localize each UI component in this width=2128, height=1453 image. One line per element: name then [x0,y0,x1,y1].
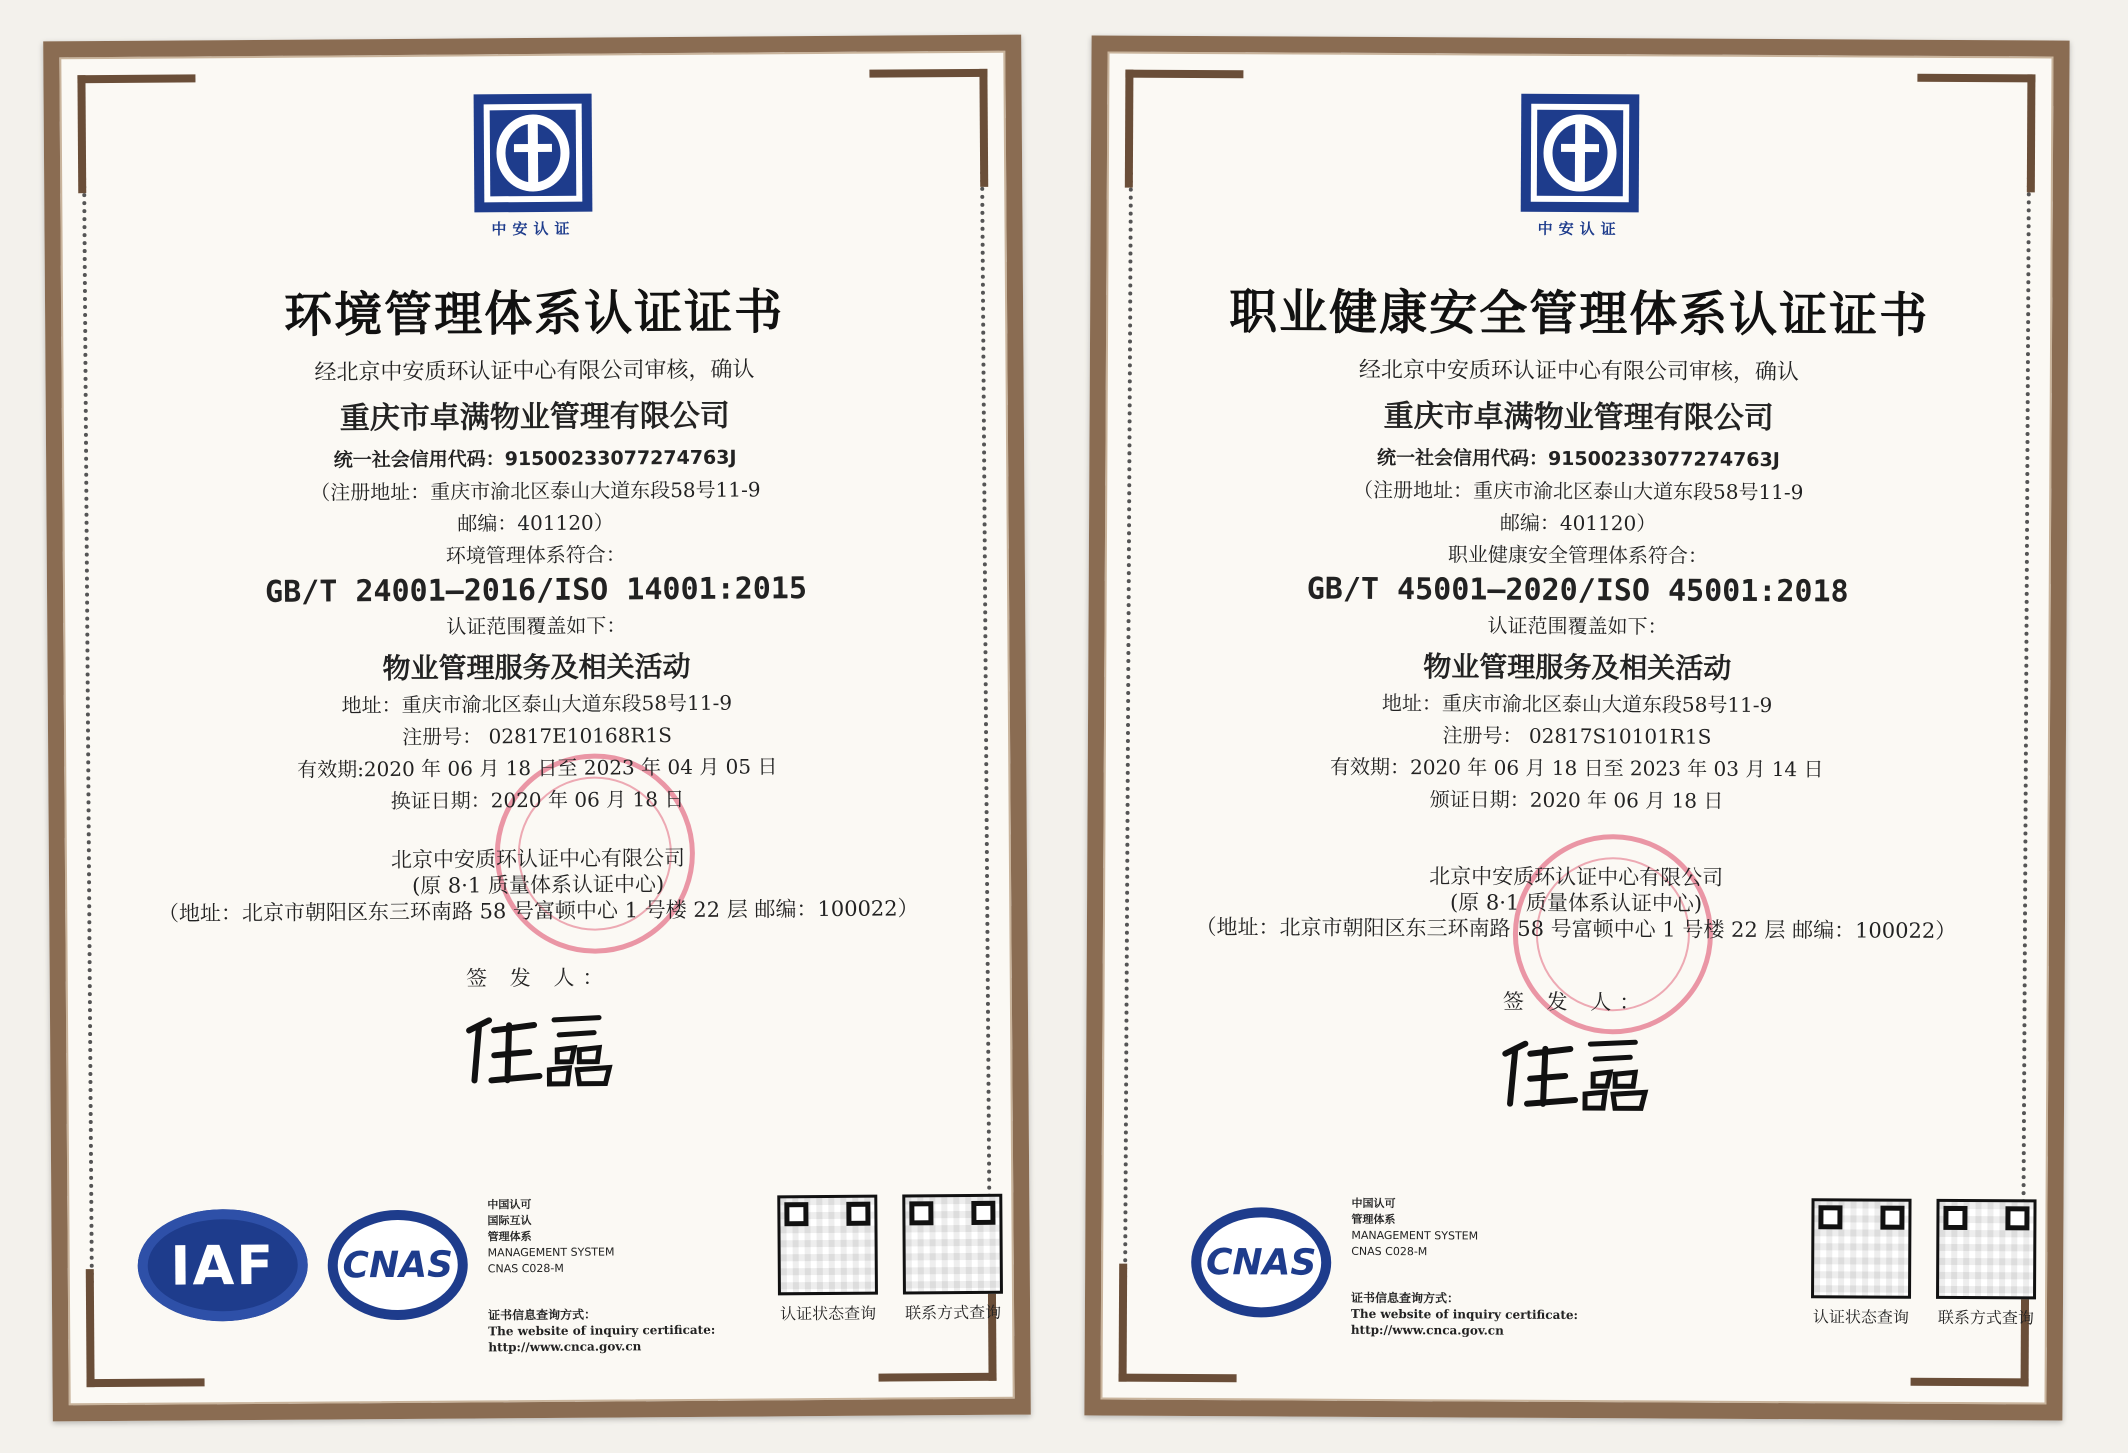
issuer-block [65,843,1012,928]
cnas-logo: CNAS [327,1209,468,1320]
standard-number: GB/T 24001—2016/ISO 14001:2015 [264,571,808,610]
credit-code: 统一社会信用代码：91500233077274763J [333,446,737,472]
registration-number: 注册号： 02817E10168R1S [402,723,672,749]
certificate-footer [137,1184,1002,1365]
qr-status [1811,1198,1912,1328]
inquiry-info [1351,1290,1578,1339]
signer-label: 签 发 人： [1502,989,1649,1015]
qr-status [777,1195,878,1325]
qr-contact [902,1194,1003,1324]
signer-label: 签 发 人： [465,965,612,991]
zhongan-logo-icon [474,94,593,213]
issuer-former-name: (原 8·1 质量体系认证中心) [411,872,665,898]
accr-line: MANAGEMENT SYSTEM [1351,1228,1479,1243]
accr-line: 管理体系 [487,1230,532,1244]
postcode: 邮编：401120） [457,510,614,536]
accr-line: 国际互认 [487,1214,532,1228]
issuer-name: 北京中安质环认证中心有限公司 [390,845,685,873]
qr-caption: 联系方式查询 [1937,1307,2034,1328]
registration-number: 注册号： 02817S10101R1S [1442,723,1712,749]
qr-code-icon [1936,1199,2037,1300]
certificate-title: 环境管理体系认证证书 [283,284,785,344]
accr-line: 管理体系 [1351,1212,1396,1227]
qr-caption: 认证状态查询 [1812,1307,1909,1327]
validity-period: 有效期:2020 年 06 月 18 日至 2023 年 04 月 05 日 [297,754,778,782]
registered-address: （注册地址：重庆市渝北区泰山大道东段58号11-9 [310,477,761,505]
handwritten-signature [449,999,630,1090]
qr-code-icon [902,1194,1003,1295]
zhongan-logo-icon [1521,94,1640,213]
standard-number: GB/T 45001—2020/ISO 45001:2018 [1306,571,1849,610]
inquiry-cn: 证书信息查询方式： [1350,1290,1460,1306]
inquiry-info [488,1306,715,1356]
postcode: 邮编：401120） [1499,510,1657,536]
scope-text: 物业管理服务及相关活动 [1423,650,1732,685]
accr-line: 中国认可 [487,1198,532,1212]
issuer-address: （地址：北京市朝阳区东三环南路 58 号富顿中心 1 号楼 22 层 邮编：100022） [1195,915,1957,943]
company-name: 重庆市卓满物业管理有限公司 [1383,398,1774,437]
accreditation-text [487,1196,614,1277]
conform-label: 职业健康安全管理体系符合： [1447,542,1708,568]
issuer-block [1103,862,2049,945]
qr-caption: 认证状态查询 [780,1303,877,1324]
site-address: 地址：重庆市渝北区泰山大道东段58号11-9 [1381,690,1773,718]
qr-code-icon [1811,1198,1912,1299]
certificate-footer [1171,1185,2034,1364]
issue-date: 换证日期：2020 年 06 月 18 日 [390,786,685,814]
certificate-body [60,91,1013,1098]
handwritten-signature [1485,1024,1665,1115]
issuer-address: （地址：北京市朝阳区东三环南路 58 号富顿中心 1 号楼 22 层 邮编：100022） [157,896,919,926]
accreditation-text [1351,1196,1478,1261]
scope-text: 物业管理服务及相关活动 [382,649,691,686]
issuer-former-name: (原 8·1 质量体系认证中心) [1449,890,1703,916]
qr-contact [1936,1199,2037,1329]
validity-period: 有效期：2020 年 06 月 18 日至 2023 年 03 月 14 日 [1329,754,1824,782]
scope-label: 认证范围覆盖如下： [1487,613,1668,639]
registered-address: （注册地址：重庆市渝北区泰山大道东段58号11-9 [1352,477,1804,505]
inquiry-url: http://www.cnca.gov.cn [488,1339,642,1355]
qr-caption: 联系方式查询 [905,1302,1002,1323]
logo-caption: 中安认证 [491,219,576,239]
iaf-logo: IAF [137,1209,308,1322]
qr-code-icon [777,1195,878,1296]
inquiry-cn: 证书信息查询方式： [488,1307,597,1323]
logo-caption: 中安认证 [1537,219,1622,239]
cnas-logo: CNAS [1191,1207,1332,1318]
conform-label: 环境管理体系符合： [445,542,626,568]
inquiry-en: The website of inquiry certificate: [488,1322,716,1339]
site-address: 地址：重庆市渝北区泰山大道东段58号11-9 [341,690,733,718]
certificate-body [1102,92,2053,1121]
certificate-title: 职业健康安全管理体系认证证书 [1229,284,1930,344]
accr-line: CNAS C028-M [1351,1244,1428,1259]
certificate-occupational-health [1084,35,2069,1420]
certificate-environmental [43,35,1031,1422]
audit-line: 经北京中安质环认证中心有限公司审核，确认 [314,357,755,386]
company-name: 重庆市卓满物业管理有限公司 [339,398,730,437]
accr-line: MANAGEMENT SYSTEM [487,1245,615,1260]
issuer-name: 北京中安质环认证中心有限公司 [1429,864,1724,890]
inquiry-en: The website of inquiry certificate: [1350,1306,1579,1323]
accr-line: 中国认可 [1351,1196,1396,1211]
credit-code: 统一社会信用代码：91500233077274763J [1376,446,1780,472]
scope-label: 认证范围覆盖如下： [446,613,627,639]
inquiry-url: http://www.cnca.gov.cn [1350,1322,1504,1338]
accr-line: CNAS C028-M [487,1261,564,1276]
issue-date: 颁证日期：2020 年 06 月 18 日 [1429,787,1724,813]
audit-line: 经北京中安质环认证中心有限公司审核，确认 [1358,357,1799,386]
